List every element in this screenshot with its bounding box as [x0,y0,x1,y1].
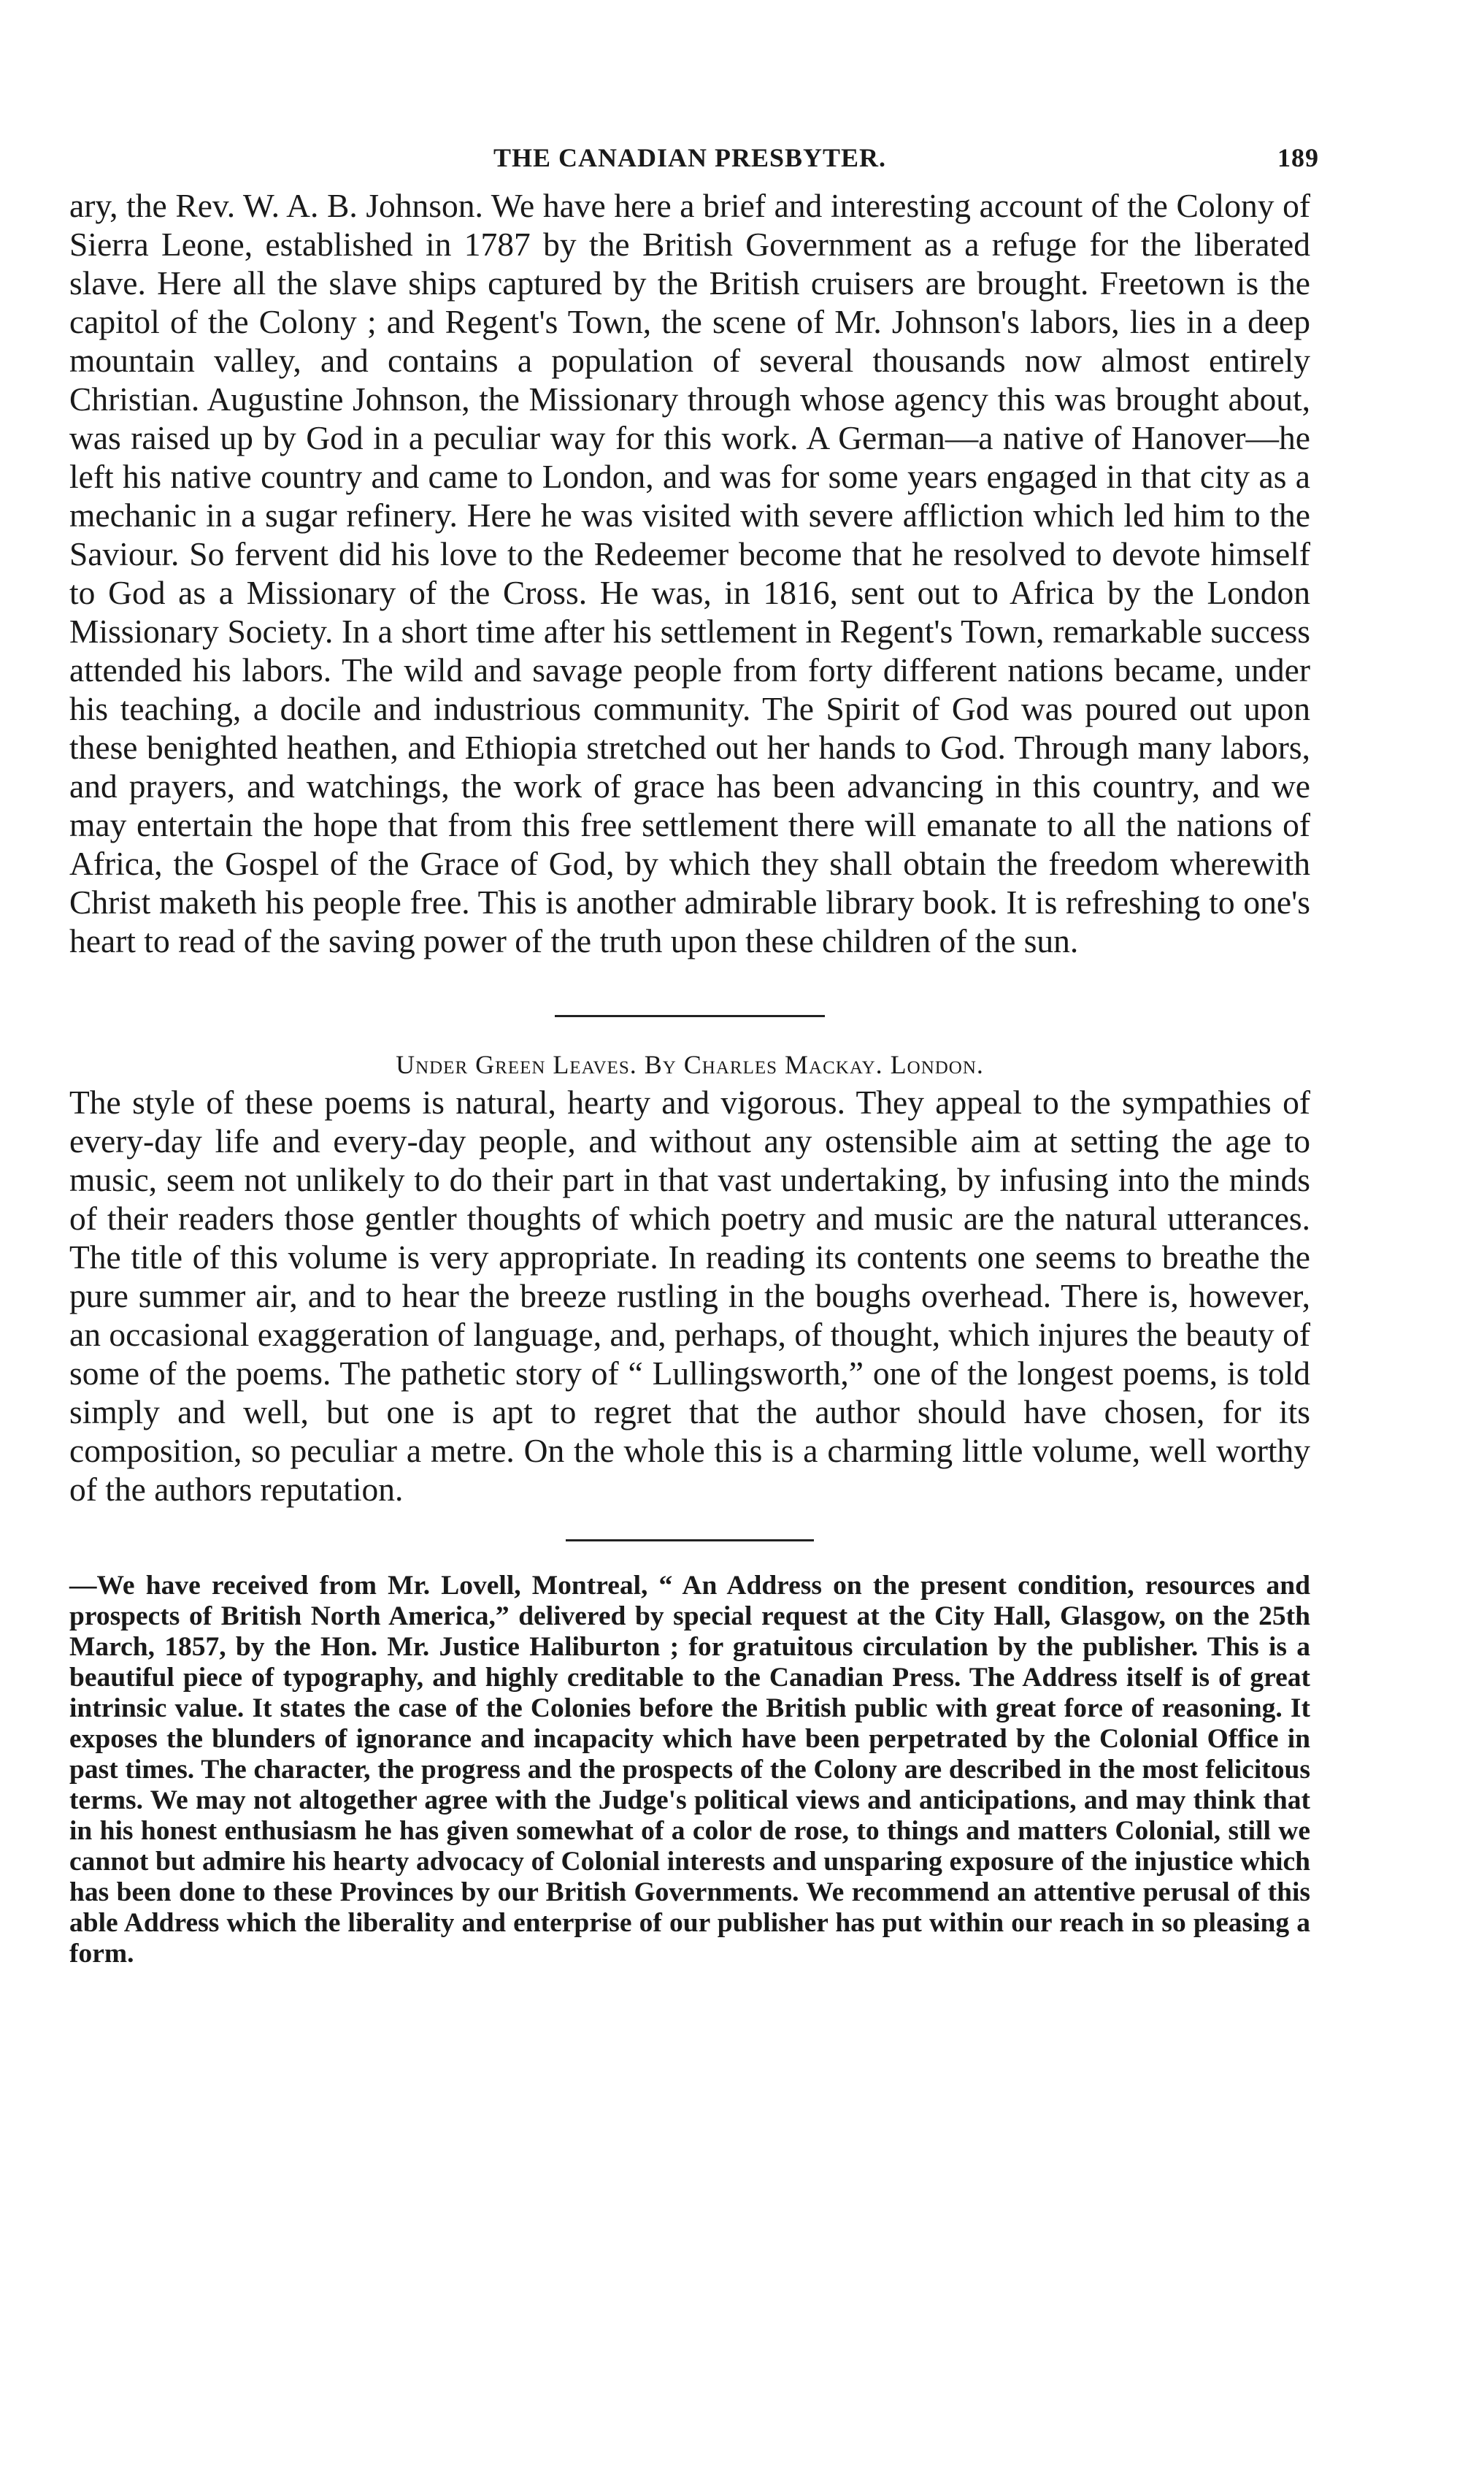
page-number: 189 [1277,143,1319,172]
page [69,128,1319,1997]
review-paragraph-johnson: ary, the Rev. W. A. B. Johnson. We have here a brief and interesting account of the Colony of Sierra Leone, established in 1787 by the British Government as a refuge for the liberated slave. Here all the slave ships captured by the British cruisers are brought. Freetown is the capitol of the Colony ; and Regent's Town, the scene of Mr. Johnson's labors, lies in a deep mountain valley, and contains a population of several thousands now almost entirely Christian. Augustine Johnson, the Missionary through whose agency this was brought about, was raised up by God in a peculiar way for this work. A German—a native of Hanover—he left his native country and came to London, and was for some years engaged in that city as a mechanic in a sugar refinery. Here he was visited with severe affliction which led him to the Saviour. So fervent did his love to the Redeemer become that he resolved to devote himself to God as a Missionary of the Cross. He was, in 1816, sent out to Africa by the London Missionary Society. In a short time after his settlement in Regent's Town, remarkable success attended his labors. The wild and savage people from forty different nations became, under his teaching, a docile and industrious community. The Spirit of God was poured out upon these benighted heathen, and Ethiopia stretched out her hands to God. Through many labors, and prayers, and watchings, the work of grace has been advancing in this country, and we may entertain the hope that from this free settlement there will emanate to all the nations of Africa, the Gospel of the Grace of God, by which they shall obtain the freedom wherewith Christ maketh his people free. This is another admirable library book. It is refreshing to one's heart to read of the saving power of the truth upon these children of the sun. [69,187,1310,959]
journal-title: THE CANADIAN PRESBYTER. [493,143,887,172]
book-title: Under Green Leaves. [396,1050,637,1079]
notice-paragraph-address: —We have received from Mr. Lovell, Montreal, “ An Address on the present condition, resources and prospects of British North America,” delivered by special request at the City Hall, Glasgow, on the 25th March, 1857, by the Hon. Mr. Justice Haliburton ; for gratuitous circulation by the publisher. This is a beautiful piece of typography, and highly creditable to the Canadian Press. The Address itself is of great intrinsic value. It states the case of the Colonies before the British public with great force of reasoning. It exposes the blunders of ignorance and incapacity which have been perpetrated by the Colonial Office in past times. The character, the progress and the prospects of the Colony are described in the most felicitous terms. We may not altogether agree with the Judge's political views and anticipations, and may think that in his honest enthusiasm he has given somewhat of a color de rose, to things and matters Colonial, still we cannot but admire his hearty advocacy of Colonial interests and unsparing exposure of the injustice which has been done to these Provinces by our British Governments. We recommend an attentive perusal of this able Address which the liberality and enterprise of our publisher has put within our reach in so pleasing a form. [69,1571,1310,1969]
running-head [69,128,1319,179]
review-heading [69,1049,1310,1080]
review-paragraph-mackay: The style of these poems is natural, hearty and vigorous. They appeal to the sympathies of every-day life and every-day people, and without any ostensible aim at setting the age to music, seem not unlikely to do their part in that vast undertaking, by infusing into the minds of their readers those gentler thoughts of which poetry and music are the natural utterances. The title of this volume is very appropriate. In reading its contents one seems to breathe the pure summer air, and to hear the breeze rustling in the boughs overhead. There is, however, an occasional exaggeration of language, and, perhaps, of thought, which injures the beauty of some of the poems. The pathetic story of “ Lullingsworth,” one of the longest poems, is told simply and well, but one is apt to regret that the author should have chosen, for its composition, so peculiar a metre. On the whole this is a charming little volume, well worthy of the authors reputation. [69,1084,1310,1508]
book-place: London. [890,1050,984,1079]
book-author: By Charles Mackay. [644,1050,883,1079]
section-divider [555,1015,825,1017]
section-divider [566,1539,814,1541]
